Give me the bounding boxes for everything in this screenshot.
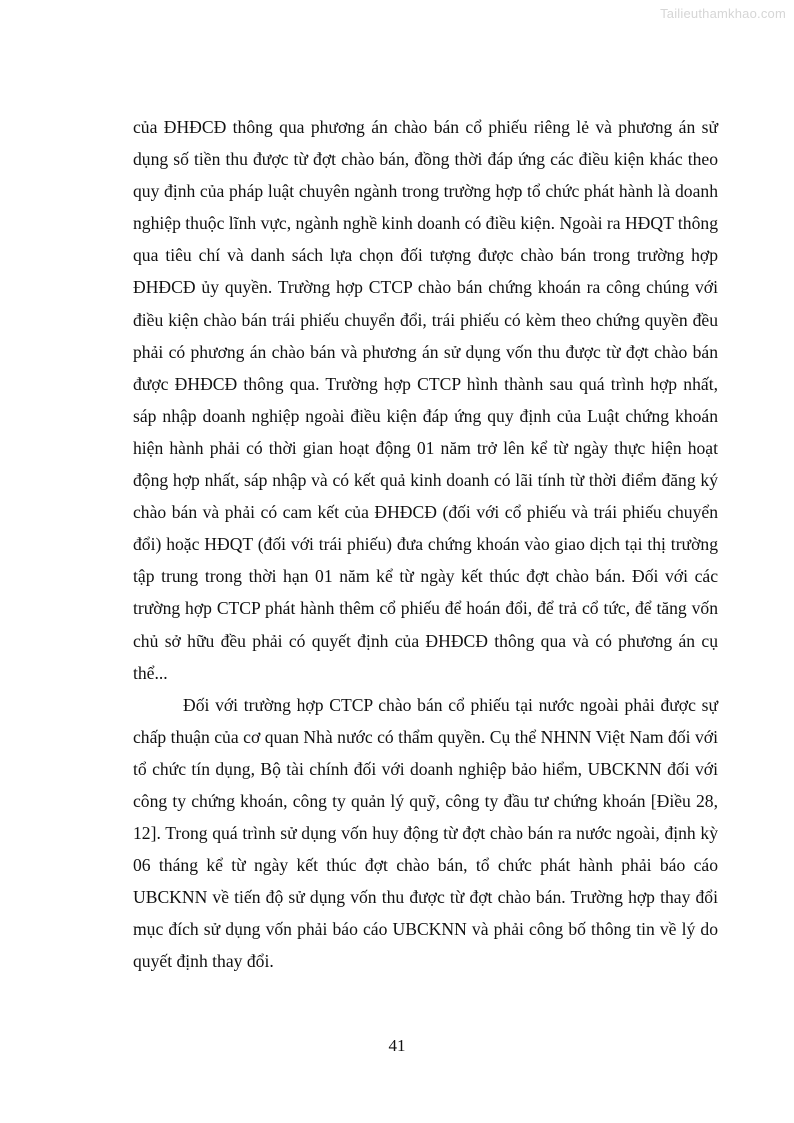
watermark-text: Tailieuthamkhao.com	[660, 6, 786, 21]
document-body	[133, 111, 718, 978]
paragraph-foreign-offering: Đối với trường hợp CTCP chào bán cổ phiếu tại nước ngoài phải được sự chấp thuận của cơ quan Nhà nước có thẩm quyền. Cụ thể NHNN Việt Nam đối với tổ chức tín dụng, Bộ tài chính đối với doanh nghiệp bảo hiểm, UBCKNN đối với công ty chứng khoán, công ty quản lý quỹ, công ty đầu tư chứng khoán [Điều 28, 12]. Trong quá trình sử dụng vốn huy động từ đợt chào bán ra nước ngoài, định kỳ 06 tháng kể từ ngày kết thúc đợt chào bán, tổ chức phát hành phải báo cáo UBCKNN về tiến độ sử dụng vốn thu được từ đợt chào bán. Trường hợp thay đổi mục đích sử dụng vốn phải báo cáo UBCKNN và phải công bố thông tin về lý do quyết định thay đổi.	[133, 694, 718, 972]
page-number: 41	[388, 1036, 406, 1055]
paragraph-continuation: của ĐHĐCĐ thông qua phương án chào bán cổ phiếu riêng lẻ và phương án sử dụng số tiền thu được từ đợt chào bán, đồng thời đáp ứng các điều kiện khác theo quy định của pháp luật chuyên ngành trong trường hợp tổ chức phát hành là doanh nghiệp thuộc lĩnh vực, ngành nghề kinh doanh có điều kiện. Ngoài ra HĐQT thông qua tiêu chí và danh sách lựa chọn đối tượng được chào bán trong trường hợp ĐHĐCĐ ủy quyền. Trường hợp CTCP chào bán chứng khoán ra công chúng với điều kiện chào bán trái phiếu chuyển đổi, trái phiếu có kèm theo chứng quyền đều phải có phương án chào bán và phương án sử dụng vốn thu được từ đợt chào bán được ĐHĐCĐ thông qua. Trường hợp CTCP hình thành sau quá trình hợp nhất, sáp nhập doanh nghiệp ngoài điều kiện đáp ứng quy định của Luật chứng khoán hiện hành phải có thời gian hoạt động 01 năm trở lên kể từ ngày thực hiện hoạt động hợp nhất, sáp nhập và có kết quả kinh doanh có lãi tính từ thời điểm đăng ký chào bán và phải có cam kết của ĐHĐCĐ (đối với cổ phiếu và trái phiếu chuyển đổi) hoặc HĐQT (đối với trái phiếu) đưa chứng khoán vào giao dịch tại thị trường tập trung trong thời hạn 01 năm kể từ ngày kết thúc đợt chào bán. Đối với các trường hợp CTCP phát hành thêm cổ phiếu để hoán đổi, để trả cổ tức, để tăng vốn chủ sở hữu đều phải có quyết định của ĐHĐCĐ thông qua và có phương án cụ thể...	[133, 117, 718, 683]
